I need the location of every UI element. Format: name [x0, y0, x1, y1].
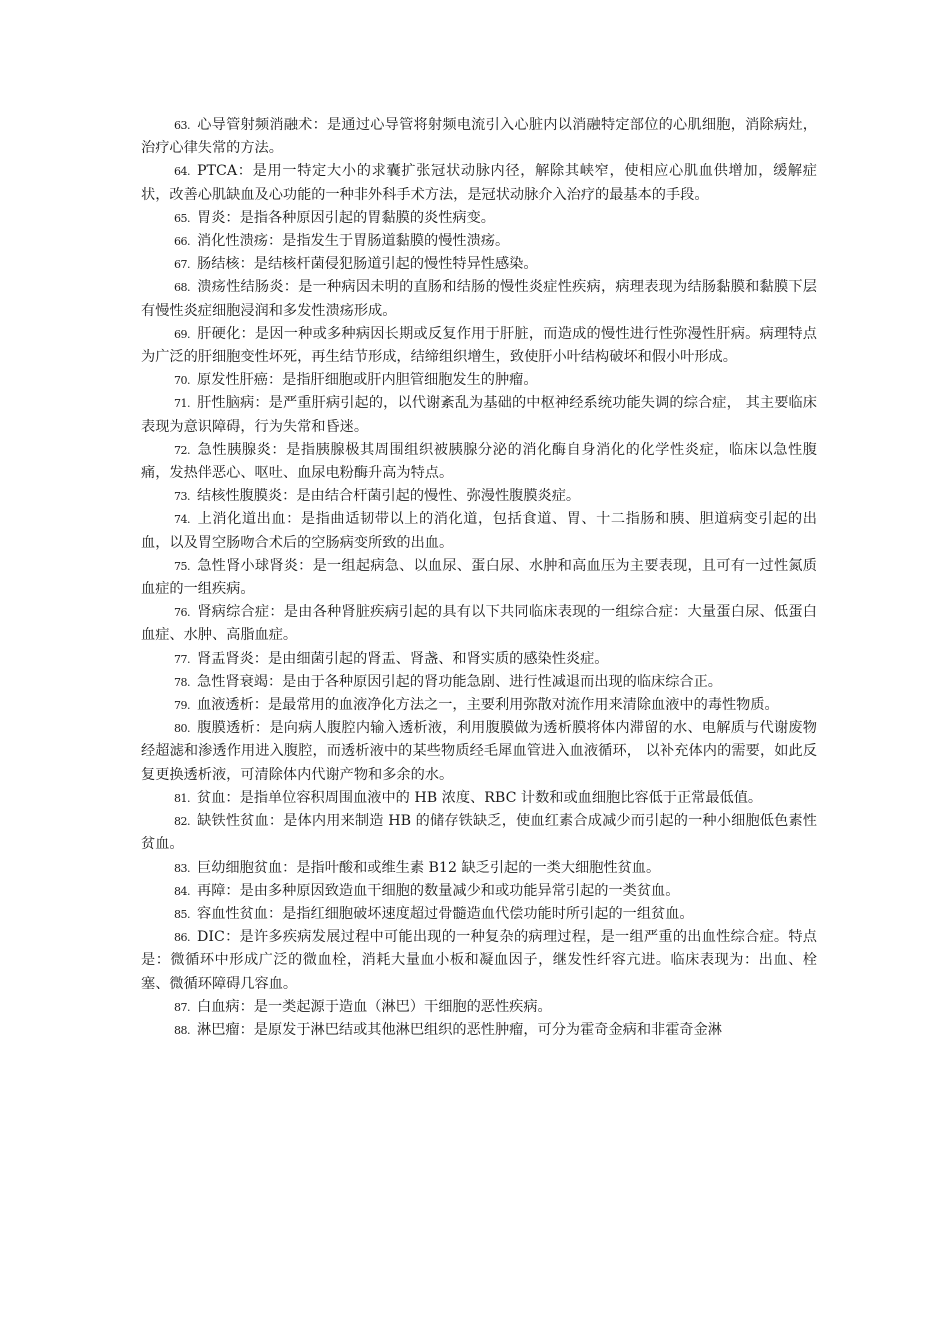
entry-number: 81.	[174, 791, 190, 805]
entry-number: 64.	[174, 165, 190, 179]
entry-77	[141, 648, 817, 671]
entry-number: 66.	[174, 235, 190, 249]
entry-66	[141, 230, 817, 253]
entry-text: 上消化道出血：是指曲适韧带以上的消化道，包括食道、胃、十二指肠和胰、胆道病变引起的出血，以及胃空肠吻合术后的空肠病变所致的出血。	[141, 511, 817, 551]
entry-number: 82.	[174, 815, 190, 829]
entry-number: 84.	[174, 884, 190, 898]
entry-80	[141, 717, 817, 787]
entry-78	[141, 671, 817, 694]
entry-number: 73.	[174, 490, 190, 504]
entry-number: 87.	[174, 1000, 190, 1014]
entry-text: 白血病：是一类起源于造血（淋巴）干细胞的恶性疾病。	[197, 998, 552, 1015]
entry-text: 腹膜透析：是向病人腹腔内输入透析液，利用腹膜做为透析膜将体内滞留的水、电解质与代谢废物经超滤和渗透作用进入腹腔，而透析液中的某些物质经毛犀血管进入血液循环， 以补充体内的需要，如此反复更换透析液，可清除体内代谢产物和多余的水。	[141, 720, 817, 783]
entry-text: 结核性腹膜炎：是由结合杆菌引起的慢性、弥漫性腹膜炎症。	[197, 488, 581, 505]
entry-number: 68.	[174, 281, 190, 295]
entry-text: 胃炎：是指各种原因引起的胃黏膜的炎性病变。	[197, 209, 495, 226]
entry-65	[141, 207, 817, 230]
entry-number: 86.	[174, 931, 190, 945]
entry-75	[141, 555, 817, 601]
entry-86	[141, 926, 817, 996]
entry-number: 88.	[174, 1023, 190, 1037]
entry-70	[141, 369, 817, 392]
entry-number: 76.	[174, 606, 190, 620]
entry-text: 心导管射频消融术：是通过心导管将射频电流引入心脏内以消融特定部位的心肌细胞，消除病灶，治疗心律失常的方法。	[141, 117, 817, 157]
entry-text: 血液透析：是最常用的血液净化方法之一，主要利用弥散对流作用来清除血液中的毒性物质。	[197, 697, 779, 714]
entry-number: 78.	[174, 675, 190, 689]
entry-number: 77.	[174, 652, 190, 666]
entry-67	[141, 253, 817, 276]
entry-text: 急性肾小球肾炎：是一组起病急、以血尿、蛋白尿、水肿和高血压为主要表现，且可有一过性氮质血症的一组疾病。	[141, 557, 817, 598]
entry-text: 肝性脑病：是严重肝病引起的，以代谢紊乱为基础的中枢神经系统功能失调的综合症， 其主要临床表现为意识障碍，行为失常和昏迷。	[141, 395, 817, 435]
entry-number: 85.	[174, 907, 190, 921]
entry-text: 缺铁性贫血：是体内用来制造 HB 的储存铁缺乏，使血红素合成减少而引起的一种小细胞低色素性贫血。	[141, 813, 817, 853]
entry-text: 肝硬化：是因一种或多种病因长期或反复作用于肝脏，而造成的慢性进行性弥漫性肝病。病理特点为广泛的肝细胞变性坏死，再生结节形成，结缔组织增生，致使肝小叶结构破坏和假小叶形成。	[141, 325, 817, 366]
entry-74	[141, 508, 817, 554]
entry-text: 肠结核：是结核杆菌侵犯肠道引起的慢性特异性感染。	[197, 256, 538, 273]
entry-text: 巨幼细胞贫血：是指叶酸和或维生素 B12 缺乏引起的一类大细胞性贫血。	[197, 859, 661, 876]
entry-72	[141, 439, 817, 485]
entry-71	[141, 392, 817, 438]
entry-text: 原发性肝癌：是指肝细胞或肝内胆管细胞发生的肿瘤。	[197, 372, 538, 389]
entry-number: 75.	[174, 559, 190, 573]
entry-number: 79.	[174, 699, 190, 713]
entry-88	[141, 1019, 817, 1042]
entry-79	[141, 694, 817, 717]
entry-69	[141, 323, 817, 369]
entry-number: 67.	[174, 258, 190, 272]
entry-82	[141, 810, 817, 856]
entry-text: 贫血：是指单位容积周围血液中的 HB 浓度、RBC 计数和或血细胞比容低于正常最低值。	[197, 789, 763, 806]
document-page	[141, 114, 817, 1042]
entry-76	[141, 601, 817, 647]
entry-text: 肾盂肾炎：是由细菌引起的肾盂、肾盏、和肾实质的感染性炎症。	[197, 650, 609, 667]
entry-number: 63.	[174, 119, 190, 132]
entry-81	[141, 787, 817, 810]
entry-68	[141, 276, 817, 322]
entry-text: 溃疡性结肠炎：是一种病因未明的直肠和结肠的慢性炎症性疾病，病理表现为结肠黏膜和黏膜下层有慢性炎症细胞浸润和多发性溃疡形成。	[141, 279, 817, 319]
entry-64	[141, 160, 817, 206]
entry-text: 消化性溃疡：是指发生于胃肠道黏膜的慢性溃疡。	[197, 233, 510, 250]
entry-83	[141, 857, 817, 880]
entry-63	[141, 114, 817, 160]
entry-text: 再障：是由多种原因致造血干细胞的数量减少和或功能异常引起的一类贫血。	[197, 882, 680, 899]
entry-number: 74.	[174, 513, 190, 527]
entry-text: 急性肾衰竭：是由于各种原因引起的肾功能急剧、进行性减退而出现的临床综合正。	[197, 673, 722, 690]
entry-85	[141, 903, 817, 926]
entry-84	[141, 880, 817, 903]
entry-text: DIC：是许多疾病发展过程中可能出现的一种复杂的病理过程，是一组严重的出血性综合症。特点是：微循环中形成广泛的微血栓，消耗大量血小板和凝血因子，继发性纤容亢进。临床表现为：出血、栓塞、微循环障碍几容血。	[141, 929, 817, 992]
entry-text: 肾病综合症：是由各种肾脏疾病引起的具有以下共同临床表现的一组综合症：大量蛋白尿、低蛋白血症、水肿、高脂血症。	[141, 604, 817, 644]
entry-number: 72.	[174, 443, 190, 457]
entry-number: 70.	[174, 374, 190, 388]
entry-text: 容血性贫血：是指红细胞破坏速度超过骨髓造血代偿功能时所引起的一组贫血。	[197, 905, 694, 922]
entry-87	[141, 996, 817, 1019]
entry-text: 淋巴瘤：是原发于淋巴结或其他淋巴组织的恶性肿瘤，可分为霍奇金病和非霍奇金淋	[197, 1021, 722, 1038]
entry-text: 急性胰腺炎：是指胰腺极其周围组织被胰腺分泌的消化酶自身消化的化学性炎症，临床以急性腹痛，发热伴恶心、呕吐、血尿电粉酶升高为特点。	[141, 441, 817, 482]
entry-number: 80.	[174, 722, 190, 736]
entry-number: 69.	[174, 327, 190, 341]
entry-number: 83.	[174, 861, 190, 875]
entry-73	[141, 485, 817, 508]
entry-number: 71.	[174, 397, 190, 411]
entry-text: PTCA：是用一特定大小的求囊扩张冠状动脉内径，解除其峡窄，使相应心肌血供增加，缓解症状，改善心肌缺血及心功能的一种非外科手术方法，是冠状动脉介入治疗的最基本的手段。	[141, 163, 817, 203]
entry-number: 65.	[174, 211, 190, 225]
